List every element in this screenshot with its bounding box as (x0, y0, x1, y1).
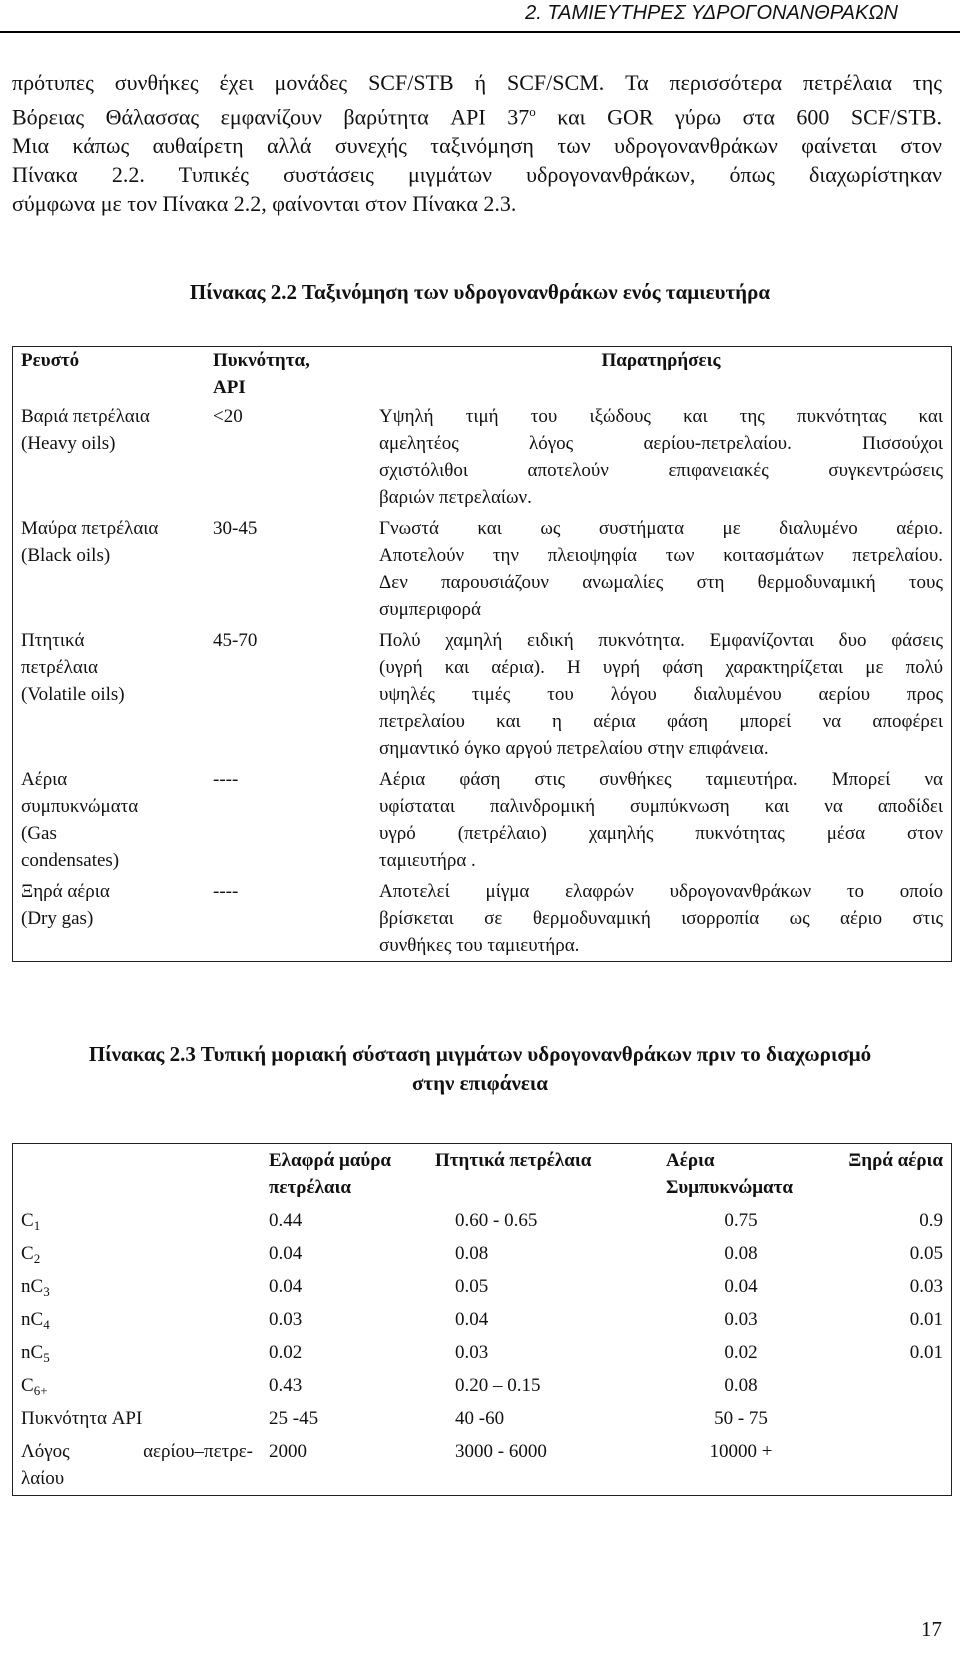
table-row (13, 1303, 952, 1336)
density-cell: ---- (213, 769, 239, 790)
header-fluid: Ρευστό (21, 350, 80, 371)
value-cell: 0.9 (919, 1210, 943, 1231)
table-2-2-caption: Πίνακας 2.2 Ταξινόμηση των υδρογονανθράκων ενός ταμιευτήρα (189, 280, 771, 304)
table-header-row (13, 1144, 952, 1205)
fluid-cell (13, 876, 206, 962)
value-cell: 0.02 (269, 1342, 303, 1363)
observation-line: σχιστόλιθοι αποτελούν επιφανειακές συγκεντρώσεις (379, 460, 943, 481)
observation-line: Αποτελεί μίγμα ελαφρών υδρογονανθράκων το οποίο (379, 881, 943, 902)
value-cell: 0.08 (724, 1375, 758, 1396)
density-cell: 45-70 (213, 630, 258, 651)
observation-line: Γνωστά και ως συστήματα με διαλυμένο αέριο. (379, 518, 943, 539)
observation-line: (υγρή και αέρια). Η υγρή φάση χαρακτηρίζεται με πολύ (379, 657, 943, 678)
value-cell: 40 -60 (455, 1408, 505, 1429)
value-cell: 0.20 – 0.15 (455, 1375, 541, 1396)
value-cell (824, 1369, 952, 1402)
fluid-line: Πτητικά (21, 630, 85, 651)
value-cell: 0.44 (269, 1210, 303, 1231)
value-cell: 0.03 (455, 1342, 489, 1363)
intro-line: Βόρειας Θάλασσας εμφανίζουν βαρύτητα API $37^o$ και GOR γύρω στα 600 SCF/STB. (12, 104, 942, 130)
fluid-line: Μαύρα πετρέλαια (21, 518, 159, 539)
value-cell: 0.05 (455, 1276, 489, 1297)
table-row (13, 1270, 952, 1303)
fluid-line: Αέρια (21, 769, 68, 790)
value-cell (824, 1435, 952, 1496)
table-row (13, 513, 952, 625)
chapter-title: 2. ΤΑΜΙΕΥΤΗΡΕΣ ΥΔΡΟΓΟΝΑΝΘΡΑΚΩΝ (525, 2, 898, 24)
observation-line: συμπεριφορά (379, 599, 481, 620)
observations-cell (371, 764, 952, 876)
header-volatile-oils: Πτητικά πετρέλαια (435, 1150, 592, 1171)
value-cell: 10000 + (709, 1441, 773, 1462)
table-row (13, 625, 952, 764)
table-row (13, 1435, 952, 1496)
fluid-line: πετρέλαια (21, 657, 98, 678)
intro-line: πρότυπες συνθήκες έχει μονάδες SCF/STB ή SCF/SCM. Τα περισσότερα πετρέλαια της (12, 70, 942, 95)
value-cell: 0.04 (724, 1276, 758, 1297)
value-cell: 0.04 (455, 1309, 489, 1330)
component-cell: $nC_5$ (21, 1342, 50, 1365)
observation-line: πετρελαίου και η αέρια φάση μπορεί να αποφέρει (379, 711, 943, 732)
fluid-line: συμπυκνώματα (21, 796, 139, 817)
header-condensates: Αέρια Συμπυκνώματα (666, 1150, 793, 1198)
fluid-cell (13, 764, 206, 876)
intro-paragraph (12, 68, 942, 218)
intro-line: σύμφωνα με τον Πίνακα 2.2, φαίνονται στον Πίνακα 2.3. (12, 191, 517, 217)
value-cell: 0.04 (269, 1243, 303, 1264)
observations-cell (371, 513, 952, 625)
observation-line: αμελητέος λόγος αερίου-πετρελαίου. Πισσούχοι (379, 433, 943, 454)
table-2-3-caption: Πίνακας 2.3 Τυπική μοριακή σύσταση μιγμάτων υδρογονανθράκων πριν το διαχωρισμό στην επιφάνεια (88, 1042, 872, 1095)
observation-line: υφίσταται παλινδρομική συμπύκνωση και να αποδίδει (379, 796, 943, 817)
observation-line: Δεν παρουσιάζουν ανωμαλίες στη θερμοδυναμική τους (379, 572, 943, 593)
intro-line: Πίνακα 2.2. Τυπικές συστάσεις μιγμάτων υδρογονανθράκων, όπως διαχωρίστηκαν (12, 162, 942, 188)
value-cell: 0.05 (909, 1243, 943, 1264)
page-number: 17 (921, 1617, 942, 1641)
header-dry-gas: Ξηρά αέρια (848, 1150, 943, 1171)
value-cell (824, 1402, 952, 1435)
observation-line: ταμιευτήρα . (379, 850, 476, 871)
fluid-cell (13, 401, 206, 513)
table-header-row (13, 347, 952, 402)
component-cell: $C_1$ (21, 1210, 41, 1233)
table-row (13, 764, 952, 876)
value-cell: 0.01 (909, 1342, 943, 1363)
value-cell: 3000 - 6000 (455, 1441, 547, 1462)
table-row (13, 1336, 952, 1369)
fluid-line: Ξηρά αέρια (21, 881, 110, 902)
observation-line: σημαντικό όγκο αργού πετρελαίου στην επιφάνεια. (379, 738, 769, 759)
component-cell: $C_2$ (21, 1243, 41, 1266)
value-cell: 0.03 (269, 1309, 303, 1330)
value-cell: 0.04 (269, 1276, 303, 1297)
classification-table (12, 346, 952, 962)
value-cell: 0.43 (269, 1375, 303, 1396)
fluid-line: Βαριά πετρέλαια (21, 406, 150, 427)
value-cell: 0.03 (724, 1309, 758, 1330)
table-row (13, 1204, 952, 1237)
density-cell: 30-45 (213, 518, 258, 539)
observation-line: συνθήκες του ταμιευτήρα. (379, 935, 580, 956)
value-cell: 0.60 - 0.65 (455, 1210, 538, 1231)
intro-line: Μια κάπως αυθαίρετη αλλά συνεχής ταξινόμηση των υδρογονανθράκων φαίνεται στον (12, 133, 942, 159)
density-cell: ---- (213, 881, 239, 902)
table-row (13, 1402, 952, 1435)
fluid-line: (Heavy oils) (21, 433, 116, 454)
observation-line: Αποτελούν την πλειοψηφία των κοιτασμάτων πετρελαίου. (379, 545, 943, 566)
header-rule (0, 31, 960, 33)
fluid-line: (Gas (21, 823, 57, 844)
observation-line: Υψηλή τιμή του ιξώδους και της πυκνότητας και (379, 406, 943, 427)
observation-line: υγρό (πετρέλαιο) χαμηλής πυκνότητας μέσα στον (379, 823, 943, 844)
page-header (0, 0, 960, 36)
observations-cell (371, 401, 952, 513)
value-cell: 0.08 (724, 1243, 758, 1264)
fluid-line: condensates) (21, 850, 120, 871)
value-cell: 0.02 (724, 1342, 758, 1363)
observation-line: υψηλές τιμές του λόγου διαλυμένου αερίου προς (379, 684, 943, 705)
observations-cell (371, 625, 952, 764)
fluid-line: (Black oils) (21, 545, 111, 566)
fluid-cell (13, 513, 206, 625)
composition-table (12, 1143, 952, 1496)
table-row (13, 876, 952, 962)
value-cell: 50 - 75 (714, 1408, 768, 1429)
fluid-cell (13, 625, 206, 764)
observation-line: Αέρια φάση στις συνθήκες ταμιευτήρα. Μπορεί να (379, 769, 943, 790)
table-row (13, 1237, 952, 1270)
value-cell: 0.08 (455, 1243, 489, 1264)
value-cell: 0.03 (909, 1276, 943, 1297)
density-cell: <20 (213, 406, 243, 427)
component-cell: Πυκνότητα API (21, 1408, 143, 1429)
component-cell: $nC_4$ (21, 1309, 50, 1332)
fluid-line: (Dry gas) (21, 908, 94, 929)
header-observations: Παρατηρήσεις (601, 350, 721, 371)
header-density: Πυκνότητα, API (213, 350, 310, 398)
header-empty (13, 1144, 262, 1205)
value-cell: 0.75 (724, 1210, 758, 1231)
observation-line: Πολύ χαμηλή ειδική πυκνότητα. Εμφανίζονται δυο φάσεις (379, 630, 943, 651)
observations-cell (371, 876, 952, 962)
value-cell: 2000 (269, 1441, 307, 1462)
fluid-line: (Volatile oils) (21, 684, 125, 705)
component-cell: Λόγος αερίου–πετρε- λαίου (21, 1441, 253, 1489)
value-cell: 0.01 (909, 1309, 943, 1330)
table-row (13, 1369, 952, 1402)
component-cell: $C_{6+}$ (21, 1375, 48, 1398)
component-cell: $nC_3$ (21, 1276, 50, 1299)
value-cell: 25 -45 (269, 1408, 319, 1429)
observation-line: βρίσκεται σε θερμοδυναμική ισορροπία ως αέριο στις (379, 908, 943, 929)
observation-line: βαριών πετρελαίων. (379, 487, 532, 508)
table-row (13, 401, 952, 513)
header-black-oils: Ελαφρά μαύρα πετρέλαια (269, 1150, 391, 1198)
